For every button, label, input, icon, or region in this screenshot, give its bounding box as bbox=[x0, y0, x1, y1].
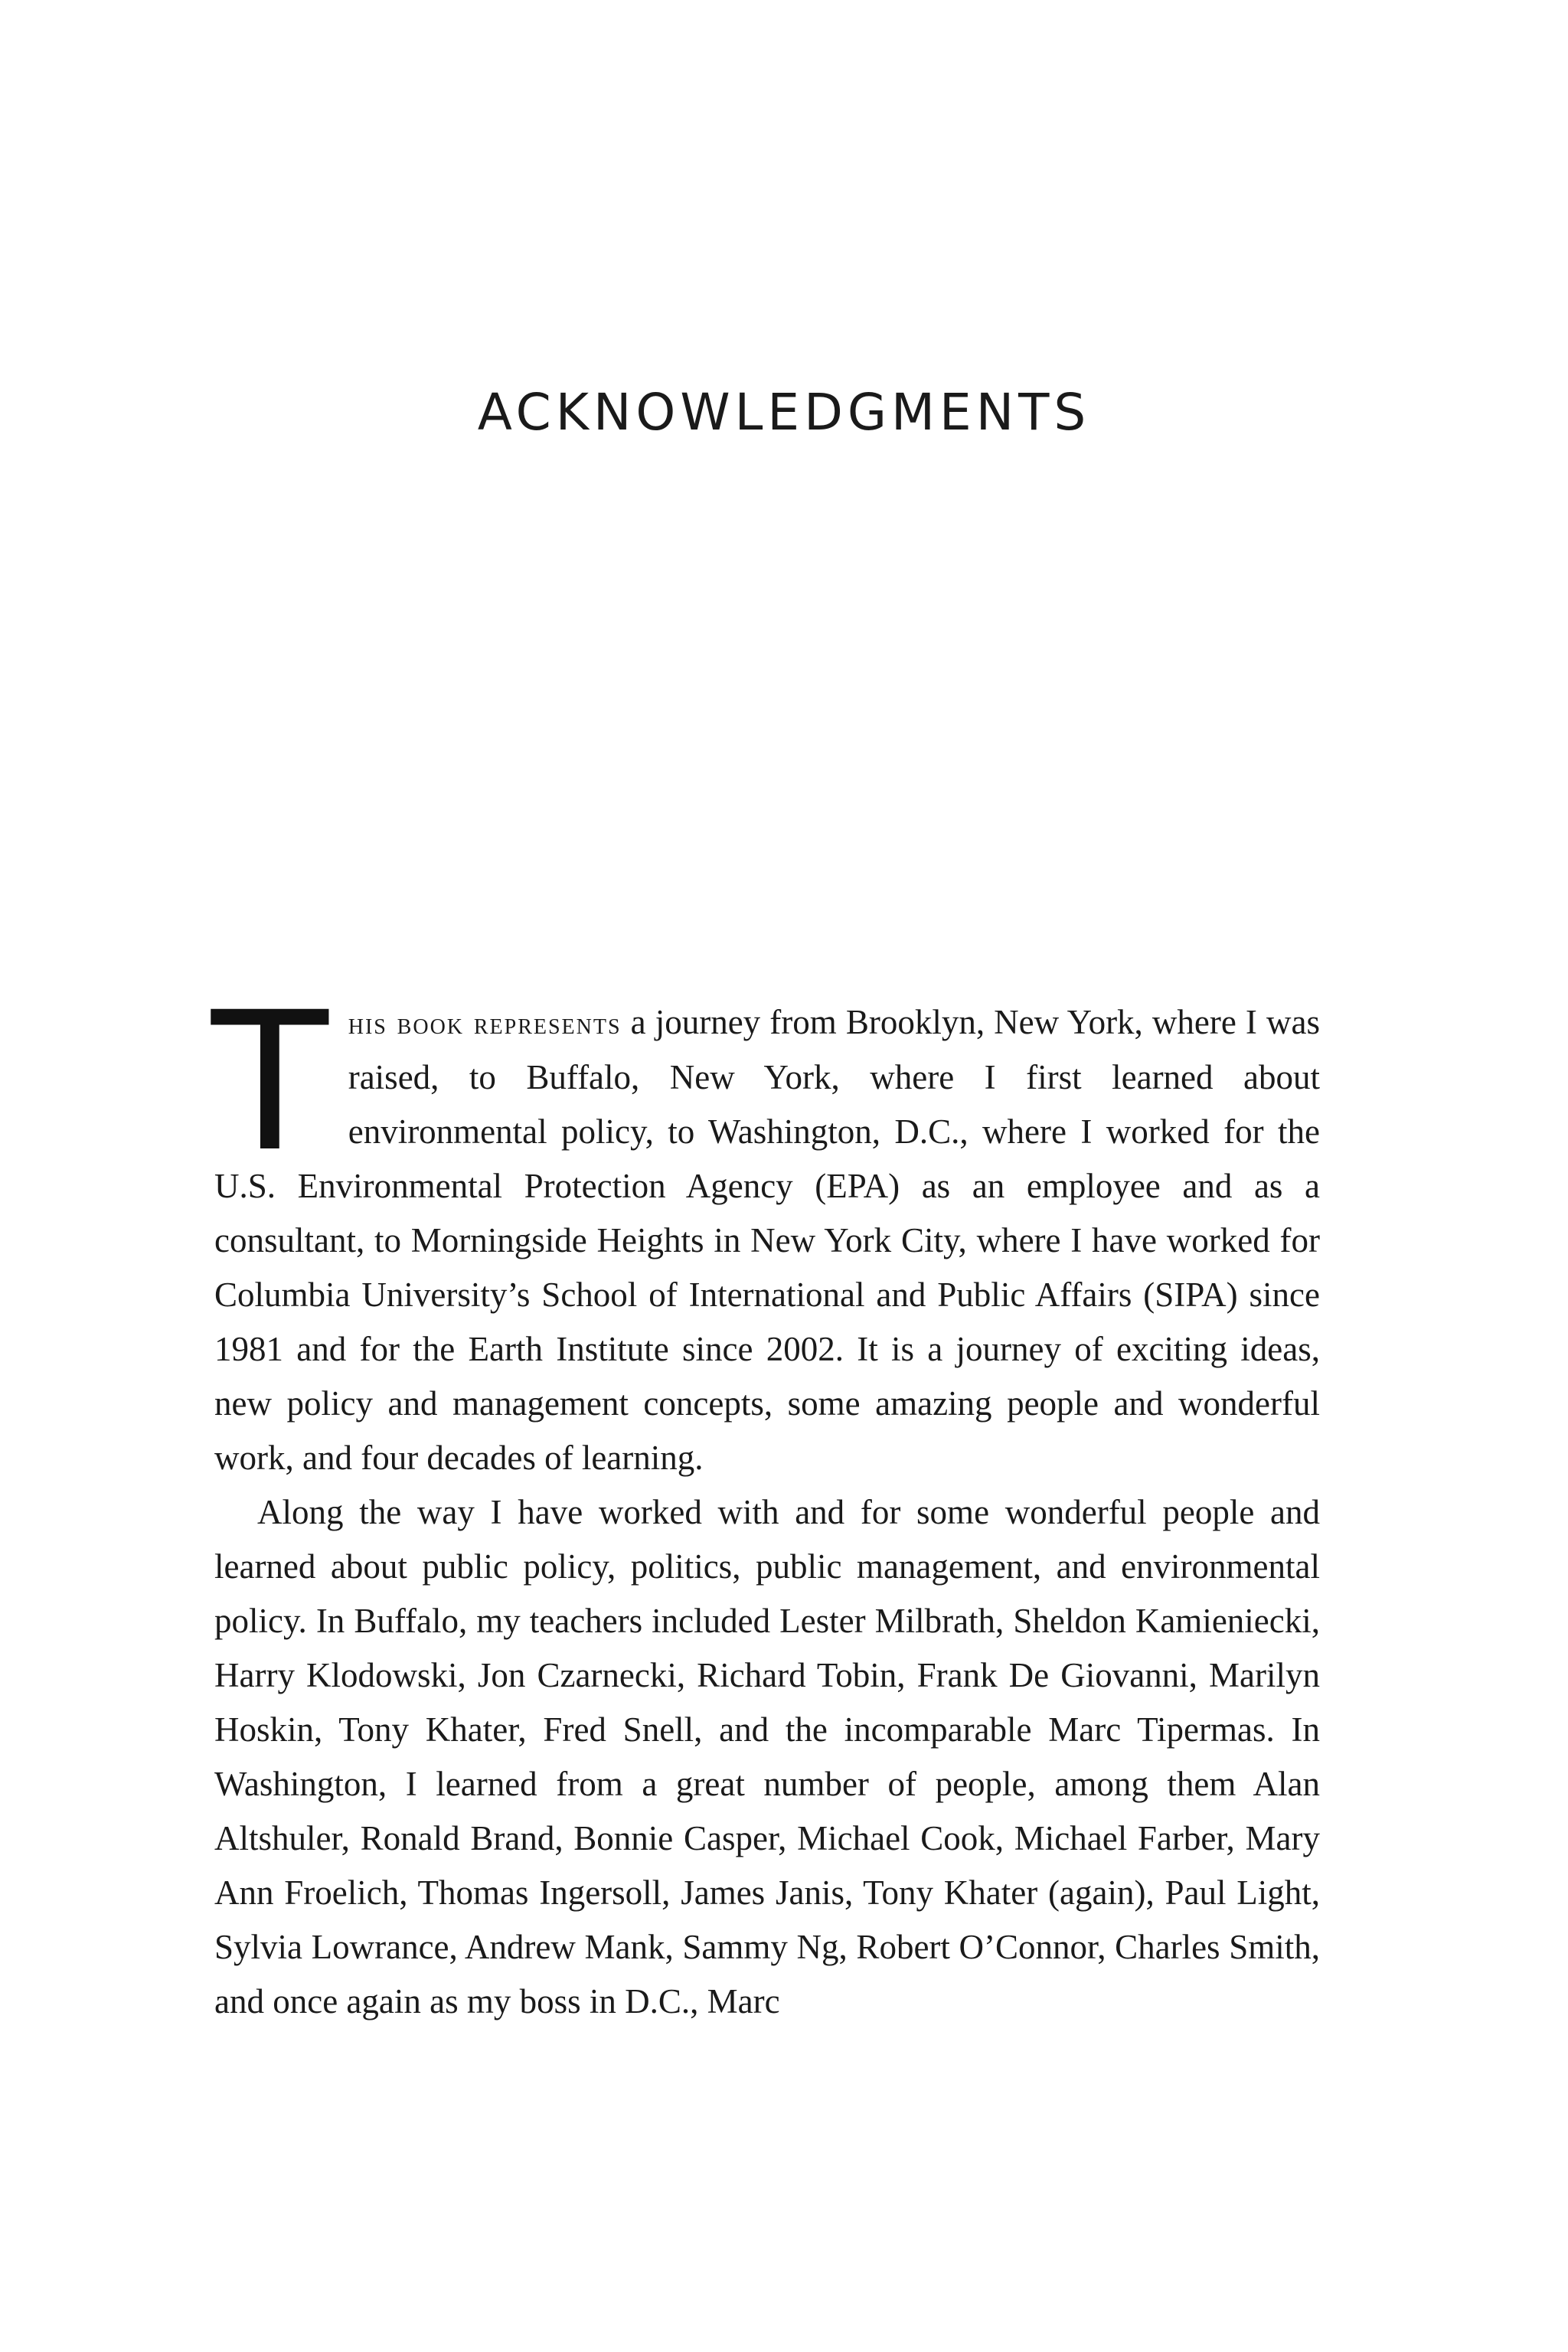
paragraph-1-text: a journey from Brooklyn, New York, where I was raised, to Buffalo, New York, where I first learned about environmental policy, to Washington, D.C., where I worked for the U.S. Environmental Protection Agency (EPA) as an employee and as a consultant, to Morningside Heights in New York City, where I have worked for Columbia University’s School of International and Public Affairs (SIPA) since 1981 and for the Earth Institute since 2002. It is a journey of exciting ideas, new policy and management concepts, some amazing people and wonderful work, and four decades of learning. bbox=[214, 1003, 1320, 1477]
paragraph-1 bbox=[211, 971, 1320, 1485]
chapter-title: ACKNOWLEDGMENTS bbox=[477, 383, 1091, 442]
lead-in-small-caps: his book represents bbox=[348, 1006, 622, 1040]
body-text bbox=[211, 971, 1320, 2029]
paragraph-2: Along the way I have worked with and for some wonderful people and learned about public policy, politics, public management, and environmental policy. In Buffalo, my teachers included Lester Milbrath, Sheldon Kamieniecki, Harry Klodowski, Jon Czarnecki, Richard Tobin, Frank De Giovanni, Marilyn Hoskin, Tony Khater, Fred Snell, and the incomparable Marc Tipermas. In Washington, I learned from a great number of people, among them Alan Altshuler, Ronald Brand, Bonnie Casper, Michael Cook, Michael Farber, Mary Ann Froelich, Thomas Ingersoll, James Janis, Tony Khater (again), Paul Light, Sylvia Lowrance, Andrew Mank, Sammy Ng, Robert O’Connor, Charles Smith, and once again as my boss in D.C., Marc bbox=[214, 1493, 1320, 2020]
drop-cap: T bbox=[211, 971, 328, 1194]
